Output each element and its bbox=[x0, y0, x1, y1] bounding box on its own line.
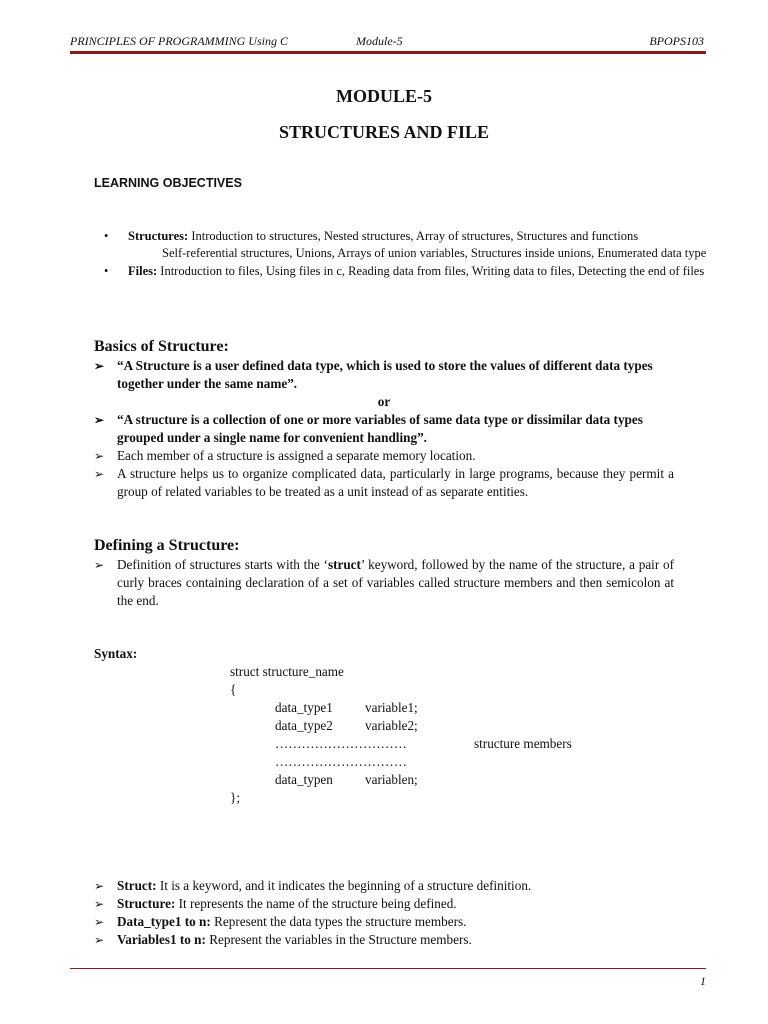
syntax-close-brace: }; bbox=[230, 790, 240, 805]
syntax-label: Syntax: bbox=[94, 646, 138, 661]
definition-text: It represents the name of the structure being defined. bbox=[175, 896, 457, 911]
defining-text-after: ’ keyword, followed by the name of the structure, a pair of curly braces containing declaration of a set of variables called structure members and then semicolon at the end. bbox=[117, 557, 674, 608]
objective-text: Introduction to structures, Nested structures, Array of structures, Structures and functions bbox=[188, 229, 639, 243]
section-heading-defining: Defining a Structure: bbox=[94, 537, 240, 554]
basics-definition-2 bbox=[94, 411, 674, 447]
syntax-definitions-list bbox=[94, 877, 714, 949]
definition-text: “A structure is a collection of one or more variables of same data type or dissimilar data types grouped under a single name for convenient handling”. bbox=[117, 412, 643, 445]
or-separator: or bbox=[377, 394, 391, 409]
basics-point-1 bbox=[94, 447, 674, 465]
definition-text: “A Structure is a user defined data type, which is used to store the values of different data types together under the same name”. bbox=[117, 358, 653, 391]
point-text: Each member of a structure is assigned a separate memory location. bbox=[117, 448, 476, 463]
syntax-struct-line: struct structure_name bbox=[230, 664, 344, 679]
definition-structure bbox=[94, 895, 714, 913]
basics-point-2 bbox=[94, 465, 674, 501]
arrow-bullet-icon: ➢ bbox=[94, 915, 105, 929]
definition-term: Data_type1 to n: bbox=[117, 914, 211, 929]
syntax-member-var: variable2; bbox=[365, 718, 418, 733]
arrow-bullet-icon: ➢ bbox=[94, 449, 105, 463]
definition-term: Struct: bbox=[117, 878, 157, 893]
definition-term: Structure: bbox=[117, 896, 176, 911]
header-module: Module-5 bbox=[356, 34, 403, 48]
syntax-member-type: data_typen bbox=[275, 772, 333, 787]
objective-label: Files: bbox=[128, 264, 158, 278]
objective-label: Structures: bbox=[128, 229, 189, 243]
objective-text: Introduction to files, Using files in c, Reading data from files, Writing data to files, Detecting the end of files bbox=[157, 264, 705, 278]
syntax-ellipsis: ………………………… bbox=[275, 754, 407, 769]
header-course-title: PRINCIPLES OF PROGRAMMING Using C bbox=[70, 34, 288, 48]
definition-text: Represent the variables in the Structure members. bbox=[205, 932, 472, 947]
syntax-member-var: variablen; bbox=[365, 772, 418, 787]
arrow-bullet-icon: ➢ bbox=[94, 558, 105, 572]
syntax-member-type: data_type1 bbox=[275, 700, 333, 715]
objective-continuation: Self-referential structures, Unions, Arrays of union variables, Structures inside unions, Enumerated data type bbox=[162, 245, 707, 260]
objective-item-structures bbox=[104, 228, 744, 261]
module-title: MODULE-5 bbox=[336, 86, 432, 106]
bullet-icon: • bbox=[104, 264, 109, 278]
defining-list bbox=[94, 556, 674, 610]
syntax-open-brace: { bbox=[230, 682, 237, 697]
definition-struct bbox=[94, 877, 714, 895]
header-course-code: BPOPS103 bbox=[649, 34, 704, 48]
objective-item-files bbox=[104, 263, 744, 280]
arrow-bullet-icon: ➢ bbox=[94, 359, 105, 373]
arrow-bullet-icon: ➢ bbox=[94, 413, 105, 427]
module-subtitle: STRUCTURES AND FILE bbox=[278, 122, 490, 142]
header-divider bbox=[70, 51, 706, 54]
page-number: 1 bbox=[700, 974, 706, 988]
basics-list bbox=[94, 357, 674, 501]
section-heading-basics: Basics of Structure: bbox=[94, 338, 229, 355]
definition-text: Represent the data types the structure members. bbox=[210, 914, 467, 929]
footer-divider bbox=[70, 968, 706, 969]
basics-definition-1 bbox=[94, 357, 674, 393]
definition-text: It is a keyword, and it indicates the beginning of a structure definition. bbox=[156, 878, 532, 893]
syntax-ellipsis: ………………………… bbox=[275, 736, 407, 751]
arrow-bullet-icon: ➢ bbox=[94, 897, 105, 911]
defining-text-before: Definition of structures starts with the ‘ bbox=[117, 557, 328, 572]
arrow-bullet-icon: ➢ bbox=[94, 467, 105, 481]
definition-term: Variables1 to n: bbox=[117, 932, 206, 947]
learning-objectives-list bbox=[104, 228, 744, 282]
syntax-member-var: variable1; bbox=[365, 700, 418, 715]
definition-variables bbox=[94, 931, 714, 949]
page-header bbox=[70, 34, 706, 50]
defining-point bbox=[94, 556, 674, 610]
definition-data-type bbox=[94, 913, 714, 931]
struct-keyword: struct bbox=[327, 557, 361, 572]
syntax-member-type: data_type2 bbox=[275, 718, 333, 733]
syntax-members-label: structure members bbox=[474, 736, 572, 751]
bullet-icon: • bbox=[104, 229, 109, 243]
point-text: A structure helps us to organize complicated data, particularly in large programs, because they permit a group of related variables to be treated as a unit instead of as separate entities. bbox=[117, 466, 674, 499]
learning-objectives-heading: LEARNING OBJECTIVES bbox=[94, 176, 242, 190]
arrow-bullet-icon: ➢ bbox=[94, 933, 105, 947]
arrow-bullet-icon: ➢ bbox=[94, 879, 105, 893]
